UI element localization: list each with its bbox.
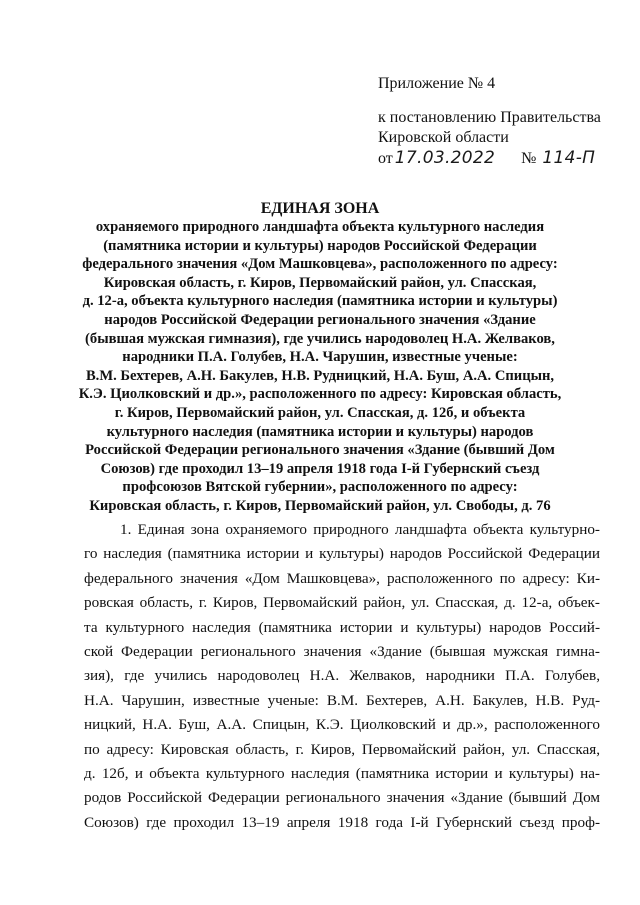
title-line: Кировская область, г. Киров, Первомайский район, ул. Свободы, д. 76 xyxy=(89,497,551,514)
title-line: К.Э. Циолковский и др.», расположенного по адресу: Кировская область, xyxy=(78,386,562,403)
decree-line-1: к постановлению Правительства xyxy=(378,109,601,126)
title-line: д. 12-а, объекта культурного наследия (памятника истории и культуры) xyxy=(82,293,558,310)
body-line: та культурного наследия (памятника истории и культуры) народов Россий- xyxy=(84,618,600,636)
title-line: г. Киров, Первомайский район, ул. Спасская, д. 12б, и объекта xyxy=(114,404,526,421)
title-line: В.М. Бехтерев, А.Н. Бакулев, Н.В. Рудницкий, Н.А. Буш, А.А. Спицын, xyxy=(85,367,555,384)
title-line: охраняемого природного ландшафта объекта культурного наследия xyxy=(95,219,545,235)
title-line: (памятника истории и культуры) народов Российской Федерации xyxy=(103,237,537,254)
decree-reference xyxy=(378,108,628,169)
title-line: федерального значения «Дом Машковцева», расположенного по адресу: xyxy=(82,256,558,273)
annex-number: Приложение № 4 xyxy=(378,75,496,92)
body-line: ской Федерации регионального значения «Здание (бывшая мужская гимна- xyxy=(84,643,600,661)
handwritten-date: 17.03.2022 xyxy=(394,148,496,168)
decree-date-number xyxy=(378,148,628,169)
body-line: Н.А. Чарушин, известные ученые: В.М. Бехтерев, А.Н. Бакулев, Н.В. Руд- xyxy=(84,691,600,709)
body-line: ницкий, Н.А. Буш, А.А. Спицын, К.Э. Циолковский и др.», расположенного xyxy=(84,716,600,734)
title-line: Кировская область, г. Киров, Первомайский район, ул. Спасская, xyxy=(103,274,537,291)
body-line: го наследия (памятника истории и культуры) народов Российской Федерации xyxy=(84,545,600,563)
date-prefix: от xyxy=(378,150,393,167)
body-line: ровская область, г. Киров, Первомайский район, ул. Спасская, д. 12-а, объек- xyxy=(84,594,600,612)
title-line: профсоюзов Вятской губернии», расположенного по адресу: xyxy=(122,479,518,496)
title-line: народники П.А. Голубев, Н.А. Чарушин, известные ученые: xyxy=(122,349,518,366)
number-label: № xyxy=(521,150,537,167)
body-paragraph xyxy=(84,518,600,835)
handwritten-number: 114-П xyxy=(542,148,596,168)
body-line: Союзов) где проходил 13–19 апреля 1918 года I-й Губернский съезд проф- xyxy=(84,813,600,831)
title-line: Союзов) где проходил 13–19 апреля 1918 года I-й Губернский съезд xyxy=(100,460,540,477)
body-line: д. 12б, и объекта культурного наследия (памятника истории и культуры) на- xyxy=(84,765,600,783)
title-line: Российской Федерации регионального значения «Здание (бывший Дом xyxy=(85,442,555,459)
body-line: федерального значения «Дом Машковцева», расположенного по адресу: Ки- xyxy=(84,569,600,587)
decree-line-2: Кировской области xyxy=(378,129,509,146)
body-line: 1. Единая зона охраняемого природного ландшафта объекта культурно- xyxy=(120,521,600,538)
body-line: родов Российской Федерации регионального значения «Здание (бывший Дом xyxy=(84,789,600,807)
title-subtitle xyxy=(70,218,570,516)
title-line: (бывшая мужская гимназия), где учились народоволец Н.А. Желваков, xyxy=(85,330,555,347)
title-line: народов Российской Федерации регионального значения «Здание xyxy=(104,311,536,328)
document-title: ЕДИНАЯ ЗОНА xyxy=(260,200,380,217)
body-line: по адресу: Кировская область, г. Киров, Первомайский район, ул. Спасская, xyxy=(84,740,600,758)
body-line: зия), где учились народоволец Н.А. Желваков, народники П.А. Голубев, xyxy=(84,667,600,685)
title-line: культурного наследия (памятника истории и культуры) народов xyxy=(106,423,534,440)
